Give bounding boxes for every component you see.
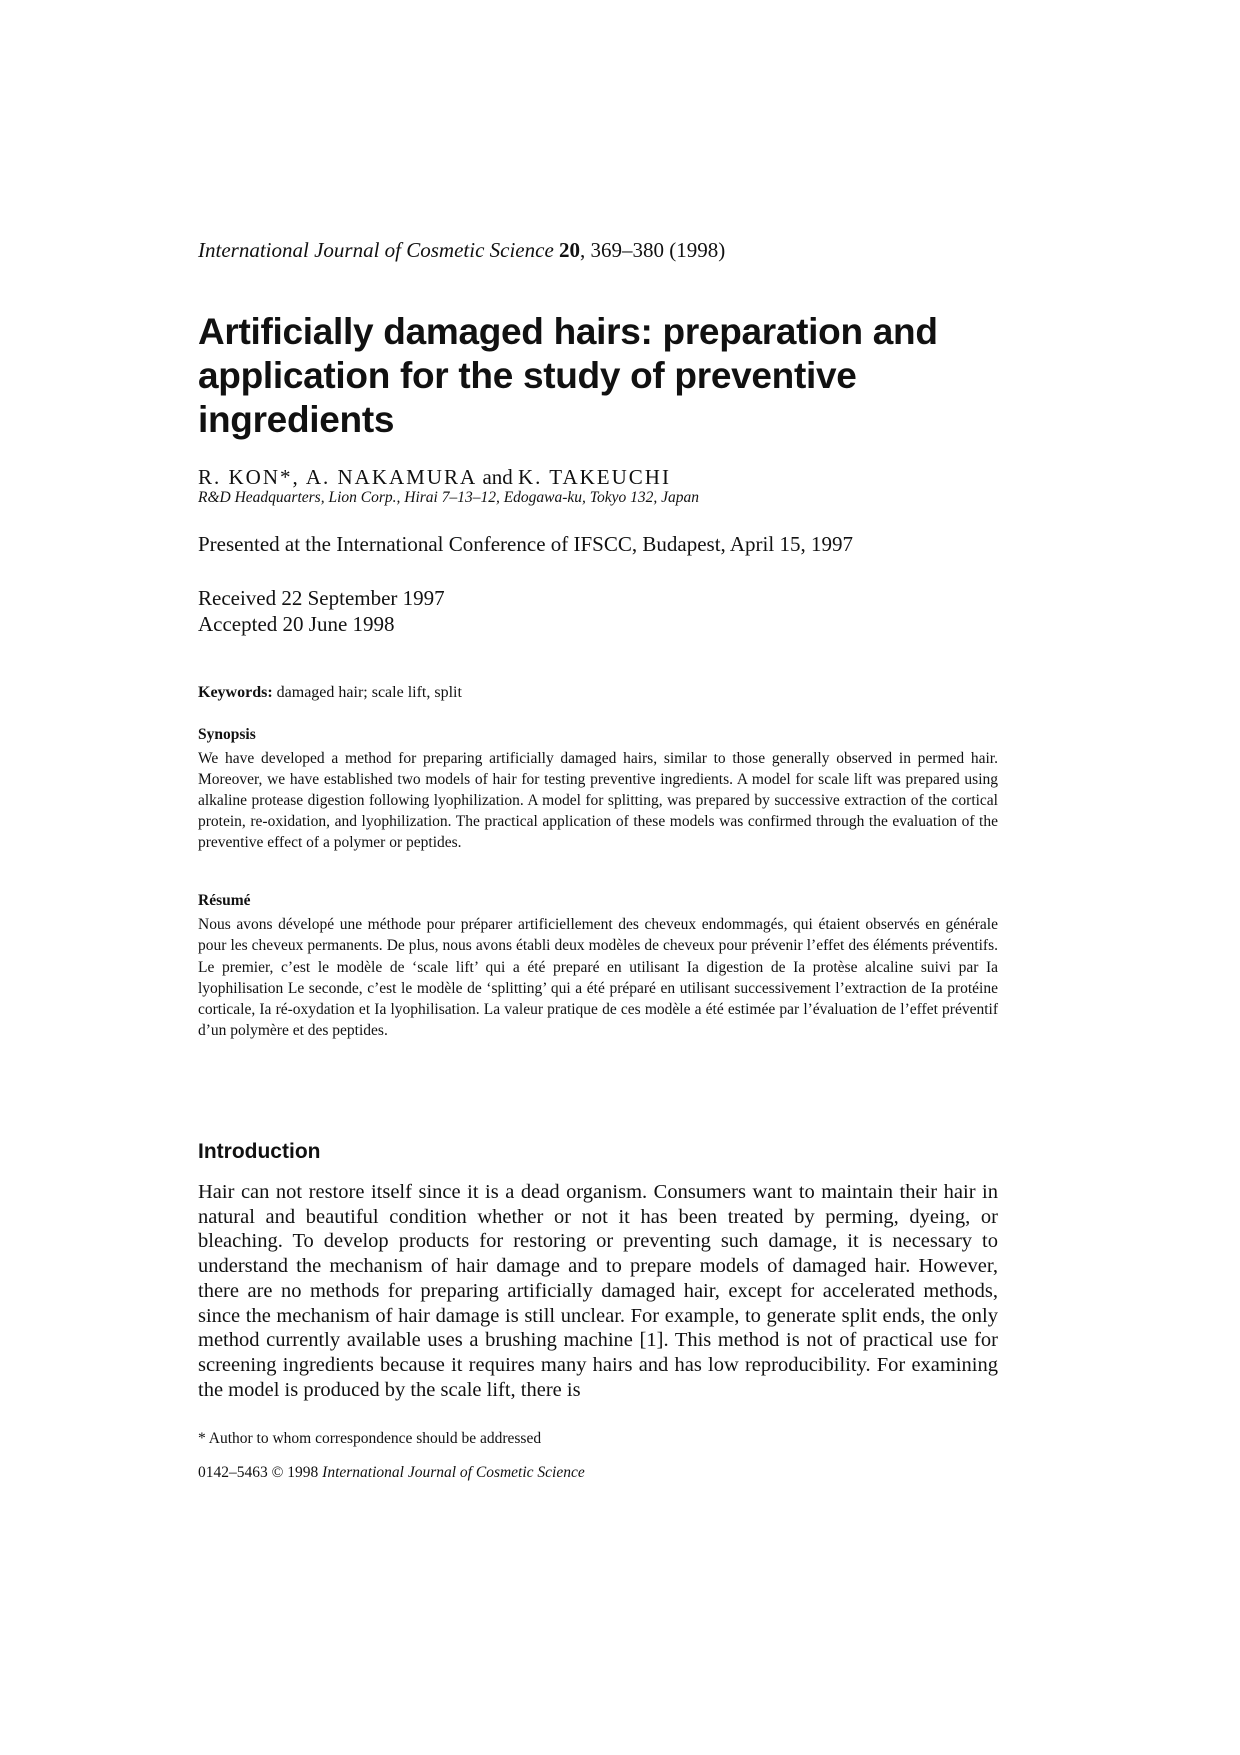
journal-volume: 20	[559, 238, 581, 262]
issn-copyright: 0142–5463 © 1998	[198, 1464, 323, 1481]
presented-note: Presented at the International Conference of IFSCC, Budapest, April 15, 1997	[198, 532, 853, 556]
received-date: Received 22 September 1997	[198, 586, 445, 610]
keywords-label: Keywords:	[198, 684, 273, 701]
resume-body: Nous avons dévelopé une méthode pour préparer artificiellement des cheveux endommagés, qui étaient observés en générale pour les cheveux permanents. De plus, nous avons établi deux modèles de cheveux pour prévenir l’effet des éléments préventifs. Le premier, c’est le modèle de ‘scale lift’ qui a été preparé en utilisant Ia digestion de Ia protèse alcaline suivi par Ia lyophilisation Le seconde, c’est le modèle de ‘splitting’ qui a été préparé en utilisant successivement l’extraction de Ia protéine corticale, Ia ré-oxydation et Ia lyophilisation. La valeur pratique de ces modèle a été estimée par l’évaluation de l’effet préventif d’un polymère et des peptides.	[198, 916, 998, 1040]
authors-and: and	[477, 465, 519, 489]
resume-heading: Résumé	[198, 892, 251, 909]
author-footnote: * Author to whom correspondence should be addressed	[198, 1430, 542, 1447]
synopsis-body: We have developed a method for preparing artificially damaged hairs, similar to those generally observed in permed hair. Moreover, we have established two models of hair for testing preventive ingredients. A model for scale lift was prepared using alkaline protease digestion following lyophilization. A model for splitting, was prepared by successive extraction of the cortical protein, re-oxidation, and lyophilization. The practical application of these models was confirmed through the evaluation of the preventive effect of a polymer or peptides.	[198, 750, 998, 851]
accepted-date: Accepted 20 June 1998	[198, 612, 395, 636]
keywords	[198, 682, 998, 704]
copyright-line	[198, 1463, 998, 1483]
authors-first: R. KON*, A. NAKAMURA	[198, 465, 478, 489]
keywords-text: damaged hair; scale lift, split	[272, 684, 462, 701]
authors-last: K. TAKEUCHI	[518, 465, 671, 489]
running-header	[198, 236, 998, 264]
introduction-heading: Introduction	[198, 1140, 321, 1163]
copyright-journal: International Journal of Cosmetic Science	[322, 1464, 585, 1481]
affiliation: R&D Headquarters, Lion Corp., Hirai 7–13–12, Edogawa-ku, Tokyo 132, Japan	[198, 489, 700, 506]
dates	[198, 585, 998, 637]
introduction-body: Hair can not restore itself since it is a dead organism. Consumers want to maintain their hair in natural and beautiful condition whether or not it has been treated by perming, dyeing, or bleaching. To develop products for restoring or preventing such damage, it is necessary to understand the mechanism of hair damage and to prepare models of damaged hair. However, there are no methods for preparing artificially damaged hair, except for accelerated methods, since the mechanism of hair damage is still unclear. For example, to generate split ends, the only method currently available uses a brushing machine [1]. This method is not of practical use for screening ingredients because it requires many hairs and has low reproducibility. For examining the model is produced by the scale lift, there is	[198, 1181, 998, 1401]
journal-name: International Journal of Cosmetic Science	[198, 238, 554, 262]
synopsis-heading: Synopsis	[198, 726, 256, 743]
article-title: Artificially damaged hairs: preparation and application for the study of preventive ingredients	[198, 311, 938, 440]
journal-pages-year: , 369–380 (1998)	[580, 238, 726, 262]
authors	[198, 465, 998, 489]
